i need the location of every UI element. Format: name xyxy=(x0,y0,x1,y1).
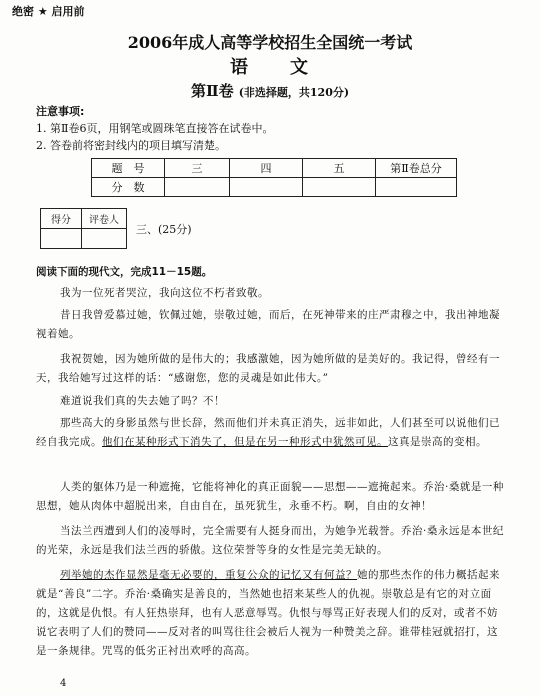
grader-entry-cell xyxy=(82,229,127,249)
table-cell: 评卷人 xyxy=(82,209,127,229)
paragraph xyxy=(36,414,506,452)
underlined-sentence: 列举她的杰作显然是毫无必要的，重复公众的记忆又有何益？ xyxy=(60,569,357,581)
note-item: 2. 答卷前将密封线内的项目填写清楚。 xyxy=(36,139,226,152)
paragraph: 难道说我们真的失去她了吗？不！ xyxy=(60,395,225,407)
grader-table-row xyxy=(41,209,127,229)
table-cell: 五 xyxy=(303,159,376,178)
paragraph-text: 这真是崇高的变相。 xyxy=(388,436,487,448)
passage-instruction: 阅读下面的现代文，完成11－15题。 xyxy=(36,266,213,278)
notes-heading: 注意事项: xyxy=(36,105,85,118)
table-cell: 第Ⅱ卷总分 xyxy=(376,159,457,178)
paragraph xyxy=(36,566,506,661)
underlined-sentence: 他们在某种形式下消失了，但是在另一种形式中犹然可见。 xyxy=(102,436,388,448)
score-table-row xyxy=(92,159,457,178)
note-item: 1. 第Ⅱ卷6页，用钢笔或圆珠笔直接答在试卷中。 xyxy=(36,122,274,135)
volume-title: 第Ⅱ卷 xyxy=(190,82,234,100)
grader-entry-cell xyxy=(41,229,82,249)
score-entry-cell xyxy=(165,178,230,197)
paragraph: 人类的躯体乃是一种遮掩，它能将神化的真正面貌——思想——遮掩起来。乔治·桑就是一种思想，她从肉体中超脱出来，自由自在，虽死犹生，永垂不朽。啊，自由的女神！ xyxy=(36,481,504,512)
paragraph: 我为一位死者哭泣，我向这位不朽者致敬。 xyxy=(60,287,269,299)
exam-title: 2006年成人高等学校招生全国统一考试 xyxy=(127,33,413,52)
paragraph: 当法兰西遭到人们的凌辱时，完全需要有人挺身而出，为她争光载誉。乔治·桑永远是本世纪的光荣，永远是我们法兰西的骄傲。这位荣誉等身的女性是完美无缺的。 xyxy=(36,525,504,556)
paragraph: 昔日我曾爱慕过她，钦佩过她，崇敬过她，而后，在死神带来的庄严肃穆之中，我出神地凝视着她。 xyxy=(36,309,500,340)
grader-table-row xyxy=(41,229,127,249)
table-cell: 分 数 xyxy=(92,178,165,197)
page-number: 4 xyxy=(60,678,67,689)
paragraph-text: 她的那些杰作的伟力概括起来就是“善良”二字。乔治·桑确实是善良的，当然她也招来某些人的仇视。崇敬总是有它的对立面的，这就是仇恨。有人狂热崇拜，也有人恶意辱骂。仇恨与辱骂正好表现人们的反对，或者不妨说它表明了人们的赞同——反对者的叫骂往往会被后人视为一种赞美之辞。谁带桂冠就招打，这是一条规律。咒骂的低劣正衬出欢呼的高高。 xyxy=(36,569,500,657)
paragraph: 我祝贺她，因为她所做的是伟大的；我感激她，因为她所做的是美好的。我记得，曾经有一天，我给她写过这样的话：“感谢您，您的灵魂是如此伟大。” xyxy=(36,353,500,384)
table-cell: 得分 xyxy=(41,209,82,229)
score-table xyxy=(91,158,457,197)
table-cell: 三 xyxy=(165,159,230,178)
volume-heading xyxy=(0,80,540,101)
table-cell: 四 xyxy=(230,159,303,178)
section-label: 三、(25分) xyxy=(136,223,192,236)
score-entry-cell xyxy=(230,178,303,197)
table-cell: 题 号 xyxy=(92,159,165,178)
subject-title: 语 文 xyxy=(230,57,310,78)
paragraph-text: 那些高大的身影虽然与世长辞，然而他们并未真正消失，远非如此，人们甚至可以说他们已经自我完成。 xyxy=(36,417,500,448)
score-entry-cell xyxy=(376,178,457,197)
secret-mark: 绝密 ★ 启用前 xyxy=(12,5,85,18)
score-table-row xyxy=(92,178,457,197)
volume-note: (非选择题，共120分) xyxy=(238,86,350,99)
grader-table xyxy=(40,208,127,249)
score-entry-cell xyxy=(303,178,376,197)
